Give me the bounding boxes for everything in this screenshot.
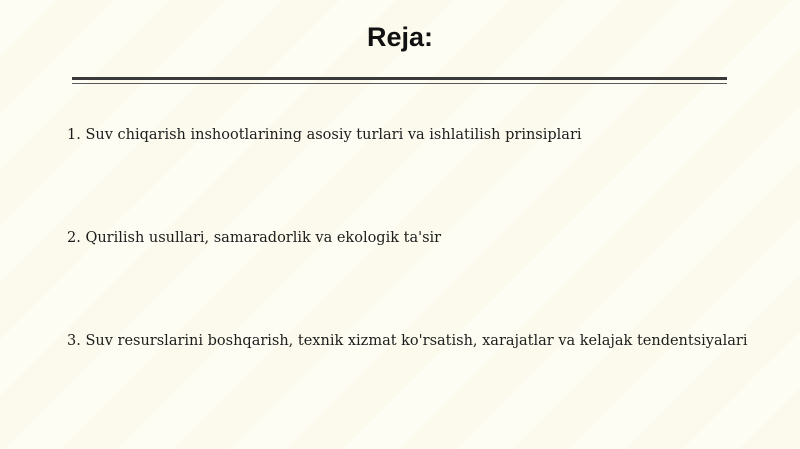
title-divider: [72, 77, 727, 86]
plan-item-2: 2. Qurilish usullari, samaradorlik va ekologik ta'sir: [67, 230, 442, 246]
divider-thick-line: [72, 77, 727, 80]
plan-item-3: 3. Suv resurslarini boshqarish, texnik xizmat ko'rsatish, xarajatlar va kelajak tendentsiyalari: [67, 333, 748, 349]
plan-item-1: 1. Suv chiqarish inshootlarining asosiy turlari va ishlatilish prinsiplari: [67, 127, 582, 143]
slide-title: Reja:: [366, 22, 434, 52]
divider-thin-line: [72, 83, 727, 84]
